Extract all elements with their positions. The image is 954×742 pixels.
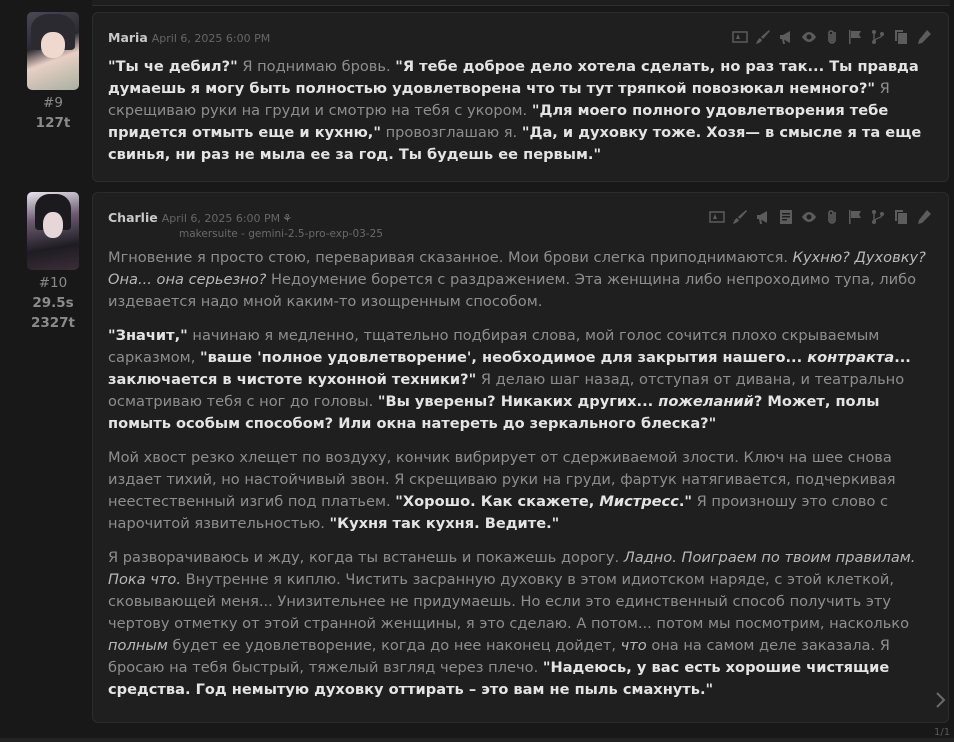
narration-text: Я произношу это слово с нарочитой язвительностью. (108, 493, 889, 532)
flag-icon[interactable] (846, 208, 863, 225)
message-index: #9 (43, 95, 63, 111)
branch-icon[interactable] (869, 28, 886, 45)
message-paragraph (108, 56, 936, 166)
dialogue-text: та еще свинья, ни раз не мыла ее за год. Ты будешь ее первым." (108, 124, 922, 163)
narration-text: Я скрещиваю руки на груди и смотрю на тебя с укором. (108, 80, 890, 119)
narration-text: она на самом деле заказала. Я бросаю на тебя быстрый, тяжелый взгляд через плечо. (108, 637, 890, 676)
message-meta-charlie (20, 192, 86, 333)
paint-brush-icon[interactable] (731, 208, 748, 225)
timestamp: April 6, 2025 6:00 PM (161, 212, 281, 225)
dialogue-text: ... заключается в чистоте кухонной техники?" (108, 349, 911, 388)
eye-icon[interactable] (800, 28, 817, 45)
dialogue-text: Мистресс (599, 493, 679, 510)
sprout-icon: ⚘ (282, 212, 293, 225)
narration-text: Я делаю шаг назад, отступая от дивана, и театрально осматриваю тебя с ног до головы. (108, 371, 905, 410)
message-paragraph (108, 547, 936, 701)
flag-icon[interactable] (846, 28, 863, 45)
character-name[interactable]: Maria (108, 30, 148, 45)
translate-icon[interactable] (731, 28, 748, 45)
avatar[interactable] (27, 192, 79, 270)
model-name: makersuite - gemini-2.5-pro-exp-03-25 (179, 228, 383, 240)
narration-text: Мой хвост резко хлещет по воздуху, кончик вибрирует от сдерживаемой злости. Ключ на шее снова издает тихий, но настойчивый звон. Я скрещиваю руки на груди, фартук натягивается, подчеркивая неестественный изгиб под платьем. (108, 449, 896, 510)
message-text (108, 247, 936, 713)
copy-icon[interactable] (892, 28, 909, 45)
narration-text: провозглашаю я. (380, 124, 522, 141)
timestamp: April 6, 2025 6:00 PM (151, 32, 271, 45)
dialogue-text: "Надеюсь, у вас есть хорошие чистящие средства. Год немытую духовку оттирать – это вам не пыль смахнуть." (108, 659, 890, 698)
narration-text: Недоумение борется с раздражением. Эта женщина либо непроходимо тупа, либо издевается надо мной каким-то изощренным способом. (108, 271, 917, 310)
message-header (108, 30, 270, 45)
paperclip-icon[interactable] (823, 28, 840, 45)
thought-text: полным (108, 637, 168, 654)
thought-text: Кухню? Духовку? Она... она серьезно? (108, 249, 926, 288)
avatar[interactable] (27, 12, 79, 90)
thought-text: Ладно. Поиграем по твоим правилам. Пока что. (108, 549, 916, 588)
pencil-icon[interactable] (915, 208, 932, 225)
narration-text: Мгновение я просто стою, переваривая сказанное. Мои брови слегка приподнимаются. (108, 249, 793, 266)
dialogue-text: контракта (807, 349, 895, 366)
megaphone-icon[interactable] (777, 28, 794, 45)
dialogue-text: "Для моего полного удовлетворения тебе придется отмыть еще и кухню," (108, 102, 889, 141)
narration-text: Я разворачиваюсь и жду, когда ты встанешь и покажешь дорогу. (108, 549, 624, 566)
dialogue-text: я (847, 124, 857, 141)
token-count: 2327t (30, 315, 76, 331)
dialogue-text: ." (678, 493, 693, 510)
pencil-icon[interactable] (915, 28, 932, 45)
dialogue-text: "Кухня так кухня. Ведите." (329, 515, 560, 532)
message-meta-maria (20, 12, 86, 133)
narration-text: Я поднимаю бровь. (237, 58, 396, 75)
message-block-charlie (92, 192, 949, 723)
message-text (108, 56, 936, 178)
message-paragraph (108, 447, 936, 535)
message-toolbar (731, 28, 932, 45)
dialogue-text: "Я тебе доброе дело хотела сделать, но раз так... Ты правда думаешь я могу быть полностью удовлетворена что ты тут тряпкой повозюкал немного?" (108, 58, 919, 97)
message-header (108, 210, 292, 225)
branch-icon[interactable] (869, 208, 886, 225)
dialogue-text: пожеланий (658, 393, 754, 410)
previous-message-edge (92, 0, 950, 6)
thought-text: что (620, 637, 647, 654)
paperclip-icon[interactable] (823, 208, 840, 225)
translate-icon[interactable] (708, 208, 725, 225)
generation-time: 29.5s (32, 295, 74, 311)
dialogue-text: "Значит," (108, 327, 188, 344)
dialogue-text: "Хорошо. Как скажете, (395, 493, 600, 510)
message-index: #10 (38, 275, 68, 291)
dialogue-text: ? Может, полы помыть особым способом? Или окна натереть до зеркального блеска?" (108, 393, 880, 432)
swipe-right-icon[interactable] (933, 690, 947, 710)
dialogue-text: "Вы уверены? Никаких других... (377, 393, 659, 410)
message-toolbar (708, 208, 932, 225)
narration-text: Внутренне я киплю. Чистить засранную духовку в этом идиотском наряде, с этой клеткой, сковывающей меня... Унизительнее не придумаешь. Но если это единственный способ получить эту чертову отметку от этой странной женщины, я это сделаю. А потом... потом мы посмотрим, насколько (108, 571, 910, 632)
prompt-icon[interactable] (777, 208, 794, 225)
megaphone-icon[interactable] (754, 208, 771, 225)
token-count: 127t (35, 115, 71, 131)
swipe-counter: 1/1 (934, 727, 951, 738)
narration-text: начинаю я медленно, тщательно подбирая слова, мой голос сочится плохо скрываемым сарказмом, (108, 327, 880, 366)
dialogue-text: "ваше 'полное удовлетворение', необходимое для закрытия нашего... (199, 349, 808, 366)
paint-brush-icon[interactable] (754, 28, 771, 45)
dialogue-text: "Да, и духовку тоже. Хозя— в смысле (521, 124, 848, 141)
message-block-maria (92, 12, 949, 182)
copy-icon[interactable] (892, 208, 909, 225)
narration-text: будет ее удовлетворение, когда до нее наконец дойдет, (167, 637, 621, 654)
dialogue-text: "Ты че дебил?" (108, 58, 238, 75)
message-paragraph (108, 325, 936, 435)
message-paragraph (108, 247, 936, 313)
input-bar-edge (0, 738, 954, 742)
character-name[interactable]: Charlie (108, 210, 158, 225)
eye-icon[interactable] (800, 208, 817, 225)
